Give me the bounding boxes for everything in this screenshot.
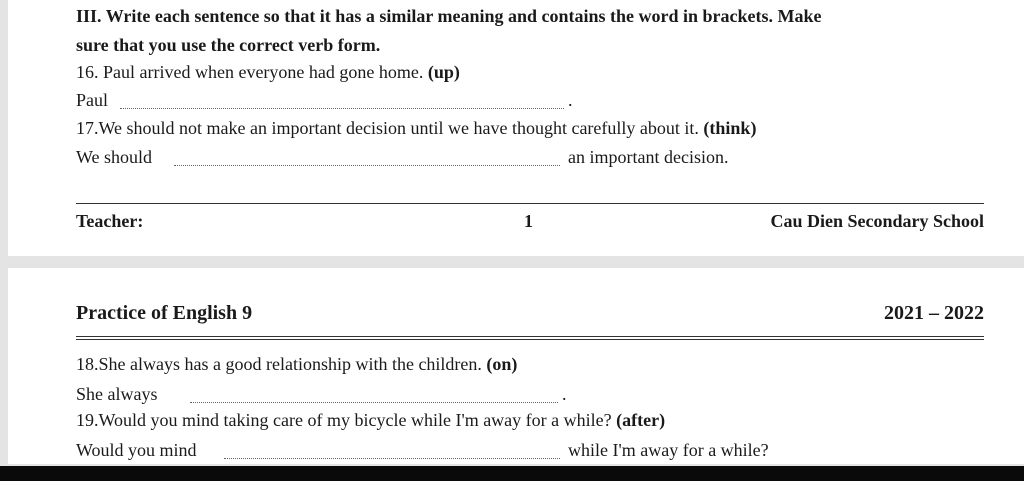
question-19-keyword: (after) [616, 410, 666, 430]
worksheet-page-2 [8, 268, 1024, 464]
question-17-start: We should [76, 147, 153, 167]
question-18-keyword: (on) [486, 354, 518, 374]
question-19-prompt: 19.Would you mind taking care of my bicycle while I'm away for a while? [76, 410, 617, 430]
header-title: Practice of English 9 [76, 302, 253, 324]
question-16-keyword: (up) [427, 62, 460, 82]
header-rule-2 [76, 339, 984, 340]
question-19-answer-blank[interactable] [224, 458, 560, 459]
question-16-end: . [568, 90, 573, 110]
question-16-answer-blank[interactable] [120, 108, 564, 109]
question-18-prompt: 18.She always has a good relationship with the children. [76, 354, 487, 374]
question-17-answer-blank[interactable] [174, 165, 560, 166]
question-16-prompt: 16. Paul arrived when everyone had gone home. [76, 62, 428, 82]
question-19-end: while I'm away for a while? [568, 440, 769, 460]
question-19-start: Would you mind [76, 440, 197, 460]
footer-school: Cau Dien Secondary School [770, 211, 984, 231]
question-17-prompt: 17.We should not make an important decision until we have thought carefully about it. [76, 118, 704, 138]
question-17-keyword: (think) [703, 118, 757, 138]
question-16 [76, 62, 460, 83]
question-18-answer-blank[interactable] [190, 402, 558, 403]
page-number: 1 [524, 211, 533, 231]
header-rule [76, 336, 984, 337]
question-16-start: Paul [76, 90, 109, 110]
instruction-line-2: sure that you use the correct verb form. [76, 35, 381, 55]
instruction-line-1: III. Write each sentence so that it has a similar meaning and contains the word in brackets. Make [76, 6, 822, 26]
question-17-end: an important decision. [568, 147, 729, 167]
question-19 [76, 410, 665, 431]
question-18-start: She always [76, 384, 158, 404]
question-17 [76, 118, 756, 139]
bottom-bar [0, 466, 1024, 481]
header-year: 2021 – 2022 [884, 302, 984, 324]
question-18-end: . [562, 384, 567, 404]
worksheet-page-1 [8, 0, 1024, 256]
footer-teacher: Teacher: [76, 211, 144, 231]
question-18 [76, 354, 517, 375]
footer-rule [76, 203, 984, 204]
